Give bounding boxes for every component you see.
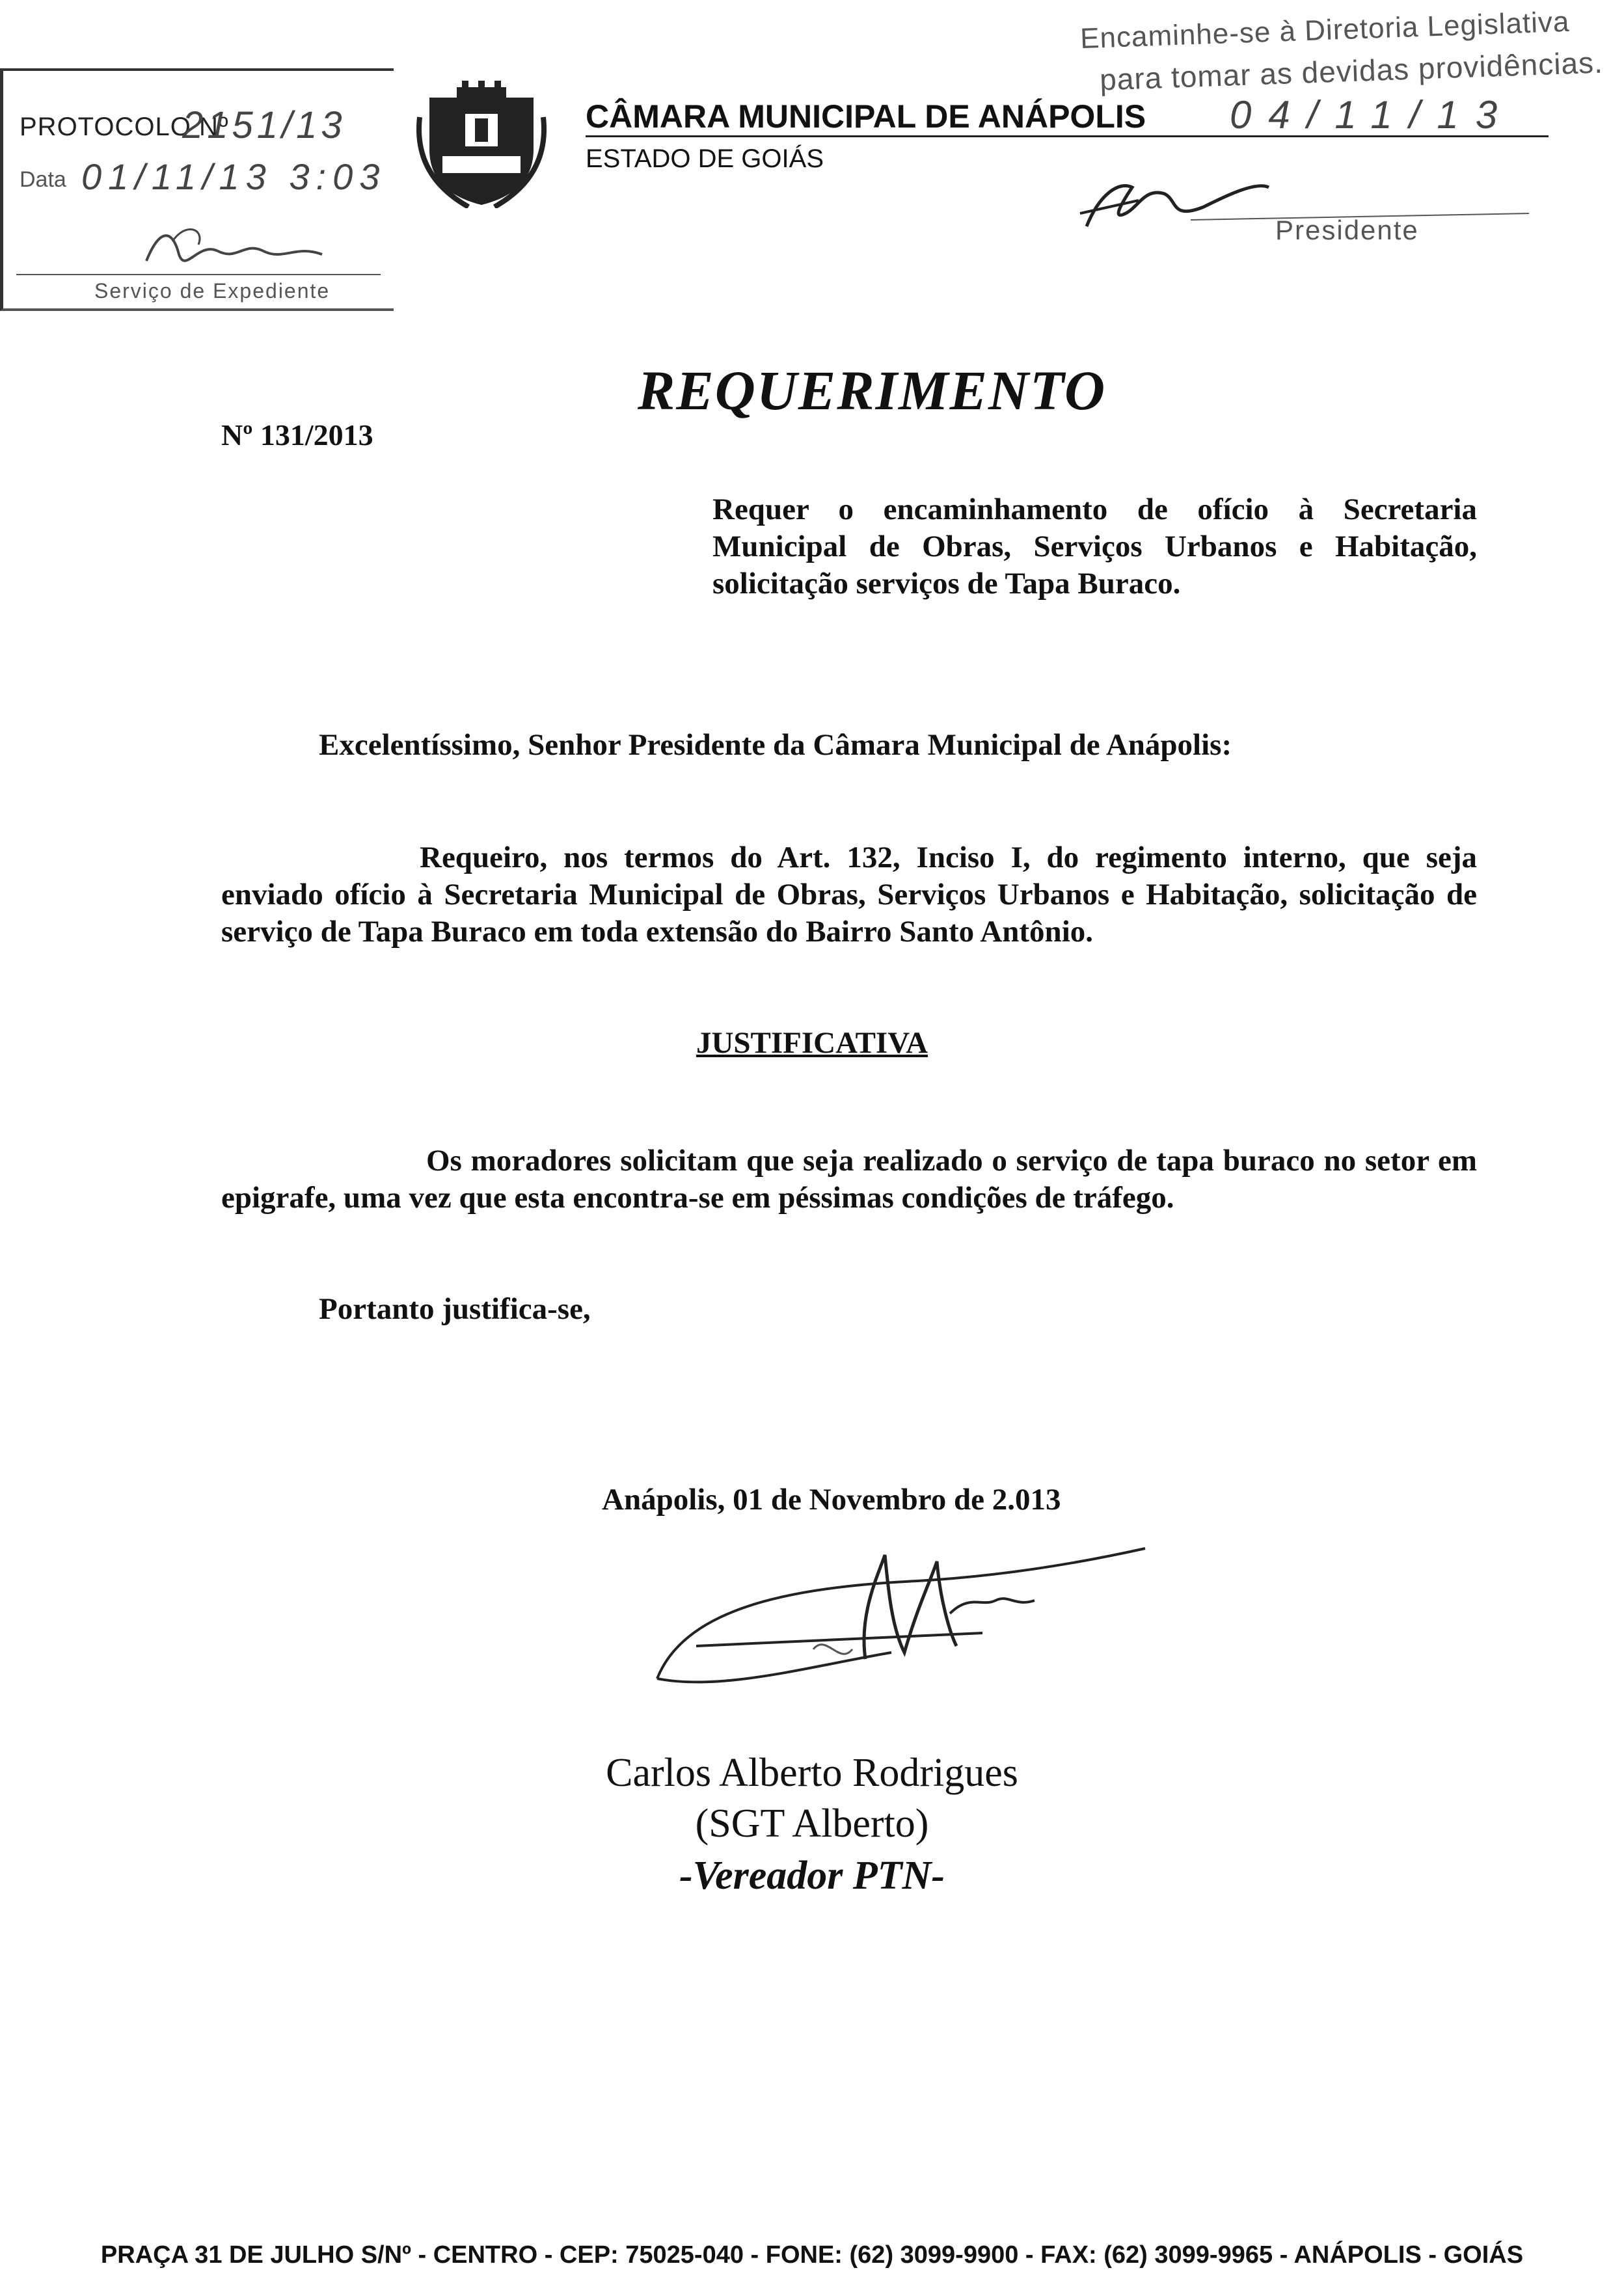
footer-address: PRAÇA 31 DE JULHO S/Nº - CENTRO - CEP: 75025-040 - FONE: (62) 3099-9900 - FAX: (62) 3099-9965 - ANÁPOLIS - GOIÁS — [100, 2241, 1524, 2269]
protocol-date-label: Data — [20, 167, 66, 192]
request-body: Requeiro, nos termos do Art. 132, Inciso I, do regimento interno, que seja enviado ofício à Secretaria Municipal de Obras, Serviços Urbanos e Habitação, solicitação de serviço de Tapa Buraco em toda extensão do Bairro Santo Antônio. — [221, 841, 1477, 949]
place-date: Anápolis, 01 de Novembro de 2.013 — [602, 1483, 1061, 1517]
signer-role: -Vereador PTN- — [679, 1854, 945, 1898]
protocol-number: 2151/13 — [182, 104, 346, 146]
justification-heading: JUSTIFICATIVA — [696, 1026, 928, 1060]
protocol-divider — [16, 274, 381, 275]
signer-name: Carlos Alberto Rodrigues — [606, 1751, 1018, 1795]
protocol-stamp — [0, 68, 394, 311]
document-number: Nº 131/2013 — [221, 418, 373, 452]
chamber-name: CÂMARA MUNICIPAL DE ANÁPOLIS — [586, 98, 1146, 135]
municipal-crest — [416, 78, 547, 208]
forward-stamp-president: Presidente — [1275, 215, 1419, 245]
forward-stamp-date: 04/11/13 — [1230, 93, 1515, 137]
signer-alias: (SGT Alberto) — [695, 1802, 929, 1846]
state-name: ESTADO DE GOIÁS — [586, 144, 824, 173]
protocol-signature — [133, 215, 342, 280]
forward-stamp-line1: Encaminhe-se à Diretoria Legislativa — [1079, 5, 1571, 55]
justification-body: Os moradores solicitam que seja realizado o serviço de tapa buraco no setor em epigrafe, uma vez que esta encontra-se em péssimas condições de tráfego. — [221, 1144, 1477, 1215]
protocol-date-value: 01/11/13 3:03 — [81, 156, 386, 197]
salutation: Excelentíssimo, Senhor Presidente da Câmara Municipal de Anápolis: — [319, 728, 1232, 762]
councilor-signature — [644, 1535, 1152, 1705]
protocol-service-label: Serviço de Expediente — [94, 279, 331, 303]
protocol-label: PROTOCOLO Nº — [20, 113, 229, 141]
request-summary: Requer o encaminhamento de ofício à Secretaria Municipal de Obras, Serviços Urbanos e Habitação, solicitação serviços de Tapa Buraco. — [712, 493, 1477, 601]
document-title: REQUERIMENTO — [638, 359, 1107, 422]
closing: Portanto justifica-se, — [319, 1292, 591, 1326]
forward-stamp-line2: para tomar as devidas providências. — [1099, 45, 1604, 97]
